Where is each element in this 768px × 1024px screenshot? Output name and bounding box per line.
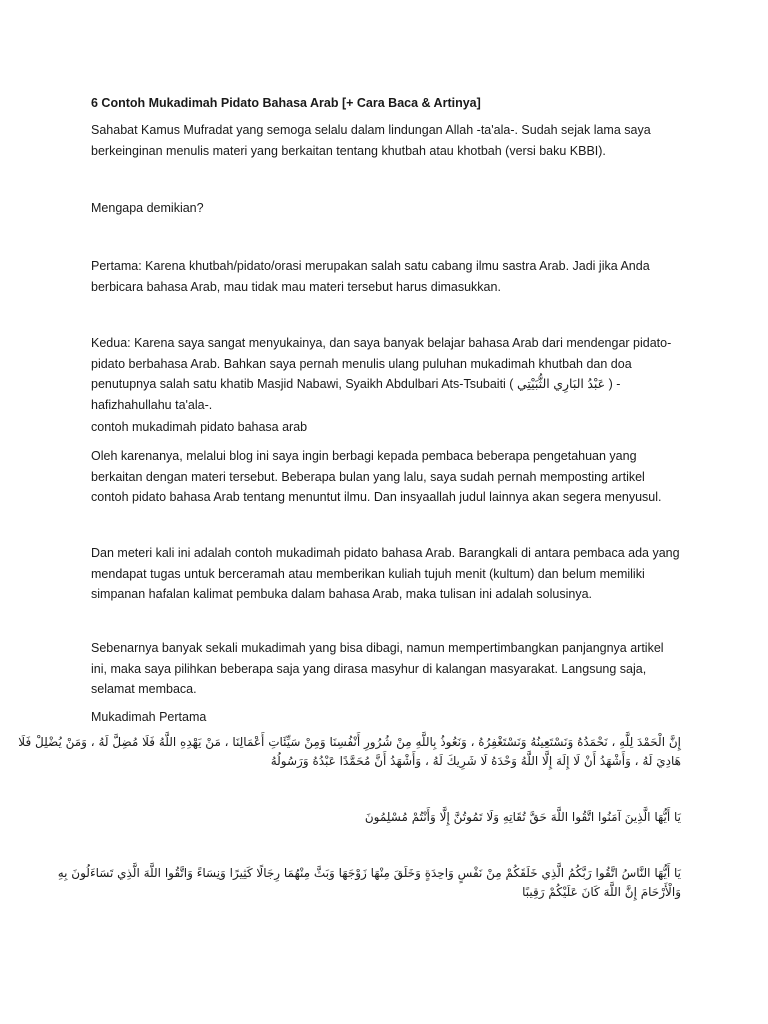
arabic-verse-line-2: وَالْأَرْحَامَ إِنَّ اللَّهَ كَانَ عَلَيْكُمْ رَقِيبًا [522, 885, 681, 899]
image-alt-caption: contoh mukadimah pidato bahasa arab [91, 420, 308, 434]
arabic-verse-line-1: يَا أَيُّهَا النَّاسُ اتَّقُوا رَبَّكُمُ الَّذِي خَلَقَكُمْ مِنْ نَفْسٍ وَاحِدَةٍ وَخَلَقَ مِنْهَا زَوْجَهَا وَبَثَّ مِنْهُمَا رِجَالًا كَثِيرًا وَنِسَاءً وَاتَّقُوا اللَّهَ الَّذِي تَسَاءَلُونَ بِهِ [57, 866, 681, 880]
paragraph-second-reason: Kedua: Karena saya sangat menyukainya, dan saya banyak belajar bahasa Arab dari mendengar pidato-pidato berbahasa Arab. Bahkan saya pernah menulis ulang puluhan mukadimah khutbah dan doa penutupnya salah satu khatib Masjid Nabawi, Syaikh Abdulbari Ats-Tsubaiti ( عَبْدُ البَارِي الثُّبَيْتِي ) - hafizhahullahu ta'ala-. [91, 336, 672, 412]
paragraph-therefore: Oleh karenanya, melalui blog ini saya ingin berbagi kepada pembaca beberapa pengetahuan yang berkaitan dengan materi tersebut. Beberapa bulan yang lalu, saya sudah pernah memposting artikel contoh pidato bahasa Arab tentang menuntut ilmu. Dan insyaallah judul lainnya akan segera menyusul. [91, 449, 662, 504]
paragraph-first-reason: Pertama: Karena khutbah/pidato/orasi merupakan salah satu cabang ilmu sastra Arab. Jadi jika Anda berbicara bahasa Arab, mau tidak mau materi tersebut harus dimasukkan. [91, 259, 650, 294]
arabic-verse-ali-imran [91, 808, 681, 827]
arabic-opening-paragraph [18, 733, 681, 771]
section-heading: Mukadimah Pertama [91, 710, 207, 724]
paragraph-actually: Sebenarnya banyak sekali mukadimah yang bisa dibagi, namun mempertimbangkan panjangnya artikel ini, maka saya pilihkan beberapa saja yang dirasa masyhur di kalangan masyarakat. Langsung saja, selamat membaca. [91, 641, 664, 696]
paragraph-intro: Sahabat Kamus Mufradat yang semoga selalu dalam lindungan Allah -ta'ala-. Sudah sejak lama saya berkeinginan menulis materi yang berkaitan tentang khutbah atau khotbah (versi baku KBBI). [91, 123, 651, 158]
paragraph-this-time: Dan meteri kali ini adalah contoh mukadimah pidato bahasa Arab. Barangkali di antara pembaca ada yang mendapat tugas untuk berceramah atau memberikan kuliah tujuh menit (kultum) dan belum memiliki simpanan hafalan kalimat pembuka dalam bahasa Arab, maka tulisan ini adalah solusinya. [91, 546, 680, 601]
arabic-opening-line-1: إِنَّ الْحَمْدَ لِلَّهِ ، نَحْمَدُهُ وَنَسْتَعِينُهُ وَنَسْتَغْفِرُهُ ، وَنَعُوذُ بِاللَّهِ مِنْ شُرُورِ أَنْفُسِنَا وَمِنْ سَيِّئَاتِ أَعْمَالِنَا ، مَنْ يَهْدِهِ اللَّهُ فَلَا مُضِلَّ لَهُ ، وَمَنْ يُضْلِلْ فَلَا [18, 735, 681, 749]
arabic-verse-an-nisa [57, 864, 681, 902]
arabic-opening-line-2: هَادِيَ لَهُ ، وَأَشْهَدُ أَنْ لَا إِلَهَ إِلَّا اللَّهُ وَحْدَهُ لَا شَرِيكَ لَهُ ، وَأَشْهَدُ أَنَّ مُحَمَّدًا عَبْدُهُ وَرَسُولُهُ [270, 754, 681, 768]
arabic-verse-line: يَا أَيُّهَا الَّذِينَ آمَنُوا اتَّقُوا اللَّهَ حَقَّ تُقَاتِهِ وَلَا تَمُوتُنَّ إِلَّا وَأَنْتُمْ مُسْلِمُونَ [364, 810, 681, 824]
paragraph-question: Mengapa demikian? [91, 201, 204, 215]
document-title: 6 Contoh Mukadimah Pidato Bahasa Arab [+ Cara Baca & Artinya] [91, 96, 481, 110]
